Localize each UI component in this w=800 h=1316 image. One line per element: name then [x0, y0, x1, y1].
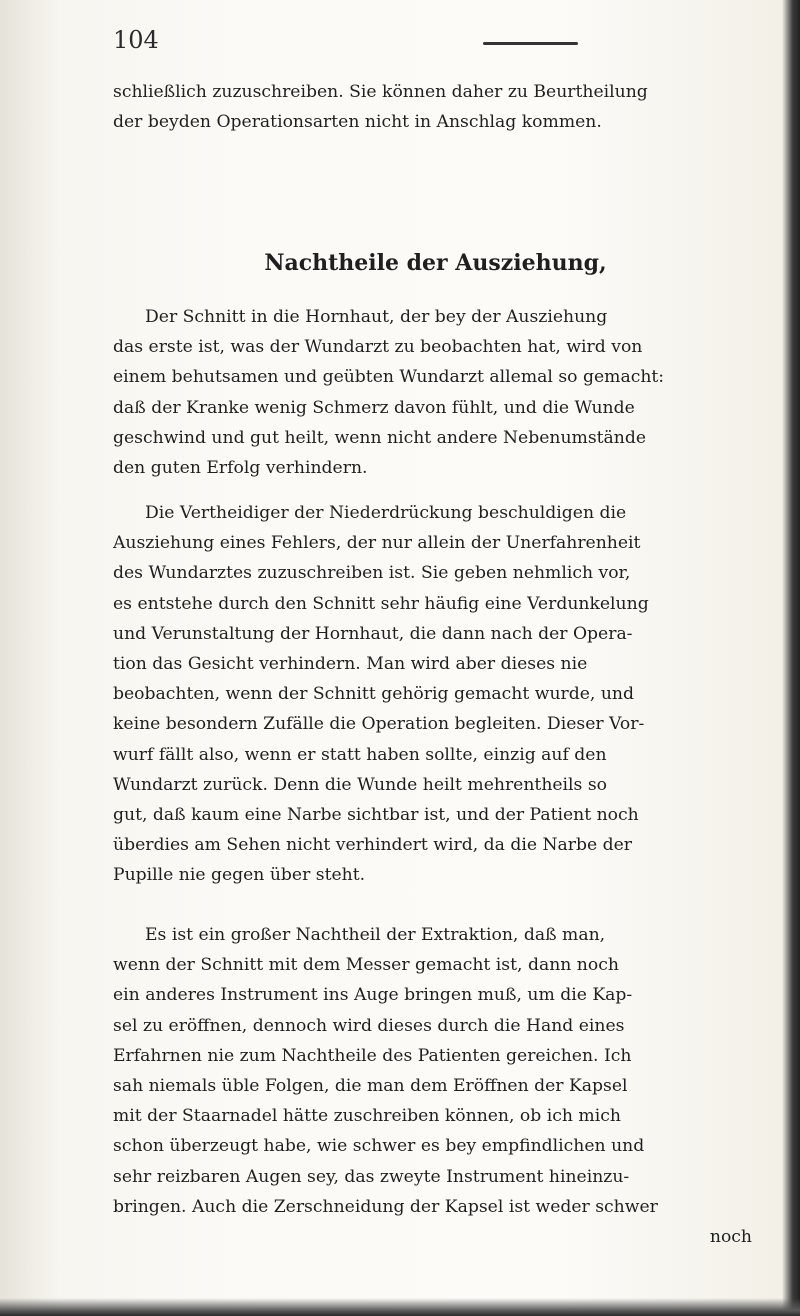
text-line: schließlich zuzuschreiben. Sie können daher zu Beurtheilung — [113, 82, 648, 102]
text-line: mit der Staarnadel hätte zuschreiben können, ob ich mich — [113, 1106, 621, 1127]
paragraph-3 — [113, 920, 758, 1252]
text-line: wurf fällt also, wenn er statt haben sollte, einzig auf den — [113, 744, 607, 765]
text-line: den guten Erfolg verhindern. — [113, 458, 368, 479]
section-heading: Nachtheile der Ausziehung, — [264, 250, 607, 276]
text-line: es entstehe durch den Schnitt sehr häufig eine Verdunkelung — [113, 593, 649, 614]
text-line: beobachten, wenn der Schnitt gehörig gemacht wurde, und — [113, 684, 634, 705]
text-line: des Wundarztes zuzuschreiben ist. Sie geben nehmlich vor, — [113, 563, 631, 584]
text-line: überdies am Sehen nicht verhindert wird, da die Narbe der — [113, 835, 632, 856]
catchword: noch — [709, 1227, 752, 1248]
text-line: einem behutsamen und geübten Wundarzt allemal so gemacht: — [113, 367, 665, 388]
page-edge-bottom — [0, 1298, 800, 1316]
text-line: der beyden Operationsarten nicht in Anschlag kommen. — [113, 112, 602, 133]
text-line: Die Vertheidiger der Niederdrückung beschuldigen die — [145, 503, 627, 523]
text-line: geschwind und gut heilt, wenn nicht andere Nebenumstände — [113, 427, 647, 448]
text-line: sel zu eröffnen, dennoch wird dieses durch die Hand eines — [113, 1015, 625, 1036]
text-line: wenn der Schnitt mit dem Messer gemacht ist, dann noch — [113, 955, 619, 976]
text-line: sehr reizbaren Augen sey, das zweyte Instrument hineinzu- — [113, 1166, 630, 1187]
text-line: das erste ist, was der Wundarzt zu beobachten hat, wird von — [113, 337, 643, 358]
text-line: sah niemals üble Folgen, die man dem Eröffnen der Kapsel — [113, 1076, 628, 1097]
text-line: ein anderes Instrument ins Auge bringen muß, um die Kap- — [113, 985, 633, 1006]
text-line: Pupille nie gegen über steht. — [113, 865, 366, 886]
text-line: Der Schnitt in die Hornhaut, der bey der Ausziehung — [145, 307, 608, 327]
page-edge-right — [782, 0, 800, 1316]
header-rule — [483, 42, 578, 45]
text-line: und Verunstaltung der Hornhaut, die dann nach der Opera- — [113, 623, 633, 644]
paragraph-2 — [113, 498, 758, 891]
text-line: Es ist ein großer Nachtheil der Extraktion, daß man, — [145, 925, 606, 945]
text-line: schon überzeugt habe, wie schwer es bey empfindlichen und — [113, 1136, 645, 1157]
text-line: tion das Gesicht verhindern. Man wird aber dieses nie — [113, 654, 588, 675]
page-number: 104 — [113, 26, 159, 54]
text-line: daß der Kranke wenig Schmerz davon fühlt, und die Wunde — [113, 397, 635, 418]
page-shadow-left — [0, 0, 60, 1316]
text-line: Wundarzt zurück. Denn die Wunde heilt mehrentheils so — [113, 774, 608, 795]
text-line: keine besondern Zufälle die Operation begleiten. Dieser Vor- — [113, 714, 645, 735]
text-line: bringen. Auch die Zerschneidung der Kapsel ist weder schwer — [113, 1196, 658, 1217]
intro-text — [113, 77, 758, 137]
text-line: Erfahrnen nie zum Nachtheile des Patienten gereichen. Ich — [113, 1045, 632, 1066]
page-header — [113, 26, 753, 66]
text-line: Ausziehung eines Fehlers, der nur allein der Unerfahrenheit — [113, 533, 641, 554]
paragraph-1 — [113, 302, 758, 483]
text-line: gut, daß kaum eine Narbe sichtbar ist, und der Patient noch — [113, 805, 639, 826]
